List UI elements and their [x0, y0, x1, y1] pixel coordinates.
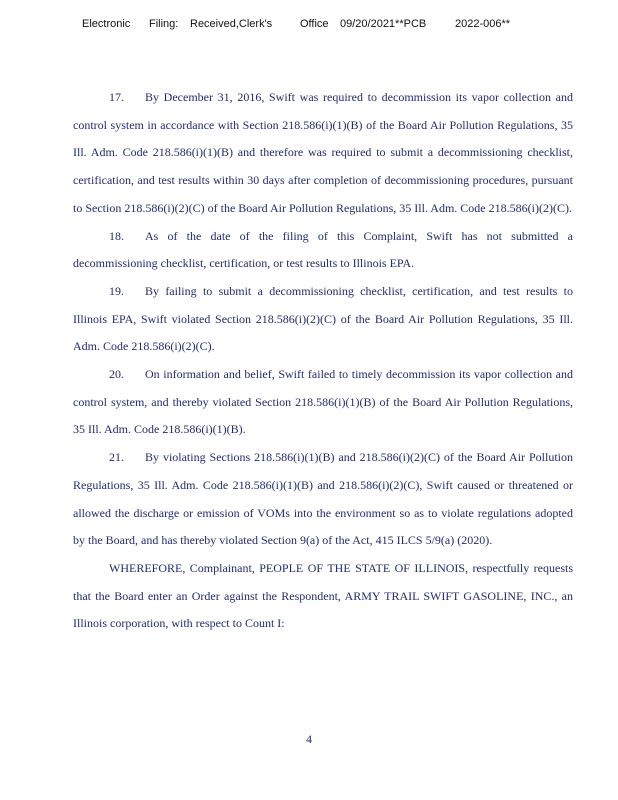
paragraph-text: As of the date of the filing of this Complaint, Swift has not submitted a decommissioning checklist, certification, or test results to Illinois EPA.: [73, 228, 573, 271]
paragraph-text: By December 31, 2016, Swift was required to decommission its vapor collection and control system in accordance with Section 218.586(i)(1)(B) of the Board Air Pollution Regulations, 35 Ill. Adm. Code 218.586(i)(1)(B) and therefore was required to submit a decommissioning checklist, certification, and test results within 30 days after completion of decommissioning procedures, pursuant to Section 218.586(i)(2)(C) of the Board Air Pollution Regulations, 35 Ill. Adm. Code 218.586(i)(2)(C).: [73, 90, 573, 215]
wherefore-paragraph: [73, 555, 573, 638]
paragraph-number: 21.: [109, 450, 124, 465]
paragraph-text: On information and belief, Swift failed to timely decommission its vapor collection and control system, and thereby violated Section 218.586(i)(1)(B) of the Board Air Pollution Regulations, 35 Ill. Adm. Code 218.586(i)(1)(B).: [73, 367, 573, 437]
paragraph-19: [73, 278, 573, 361]
paragraph-text: By failing to submit a decommissioning checklist, certification, and test results to Illinois EPA, Swift violated Section 218.586(i)(2)(C) of the Board Air Pollution Regulations, 35 Ill. Adm. Code 218.586(i)(2)(C).: [73, 283, 573, 354]
page-number: 4: [306, 732, 312, 746]
paragraph-number: 18.: [109, 228, 124, 243]
wherefore-text: WHEREFORE, Complainant, PEOPLE OF THE STATE OF ILLINOIS, respectfully requests that the Board enter an Order against the Respondent, ARMY TRAIL SWIFT GASOLINE, INC., an Illinois corporation, with respect to Count I:: [73, 560, 573, 631]
paragraph-number: 17.: [109, 90, 124, 104]
header-received-clerks: Received,Clerk's: [190, 18, 273, 30]
header-office: Office: [300, 18, 329, 30]
header-filing: Filing:: [149, 18, 179, 30]
document-body: [73, 84, 573, 638]
header-case-number: 2022-006**: [455, 18, 511, 30]
paragraph-21: [73, 444, 573, 555]
paragraph-number: 19.: [109, 283, 124, 298]
header-date: 09/20/2021**PCB: [340, 18, 427, 30]
paragraph-number: 20.: [109, 367, 124, 382]
paragraph-20: [73, 361, 573, 444]
header-electronic: Electronic: [82, 18, 131, 30]
filing-header: [0, 18, 618, 38]
paragraph-text: By violating Sections 218.586(i)(1)(B) and 218.586(i)(2)(C) of the Board Air Pollution Regulations, 35 Ill. Adm. Code 218.586(i)(1)(B) and 218.586(i)(2)(C), Swift caused or threatened or allowed the discharge or emission of VOMs into the environment so as to violate regulations adopted by the Board, and has thereby violated Section 9(a) of the Act, 415 ILCS 5/9(a) (2020).: [73, 450, 573, 548]
paragraph-17: [73, 84, 573, 223]
paragraph-18: [73, 223, 573, 278]
